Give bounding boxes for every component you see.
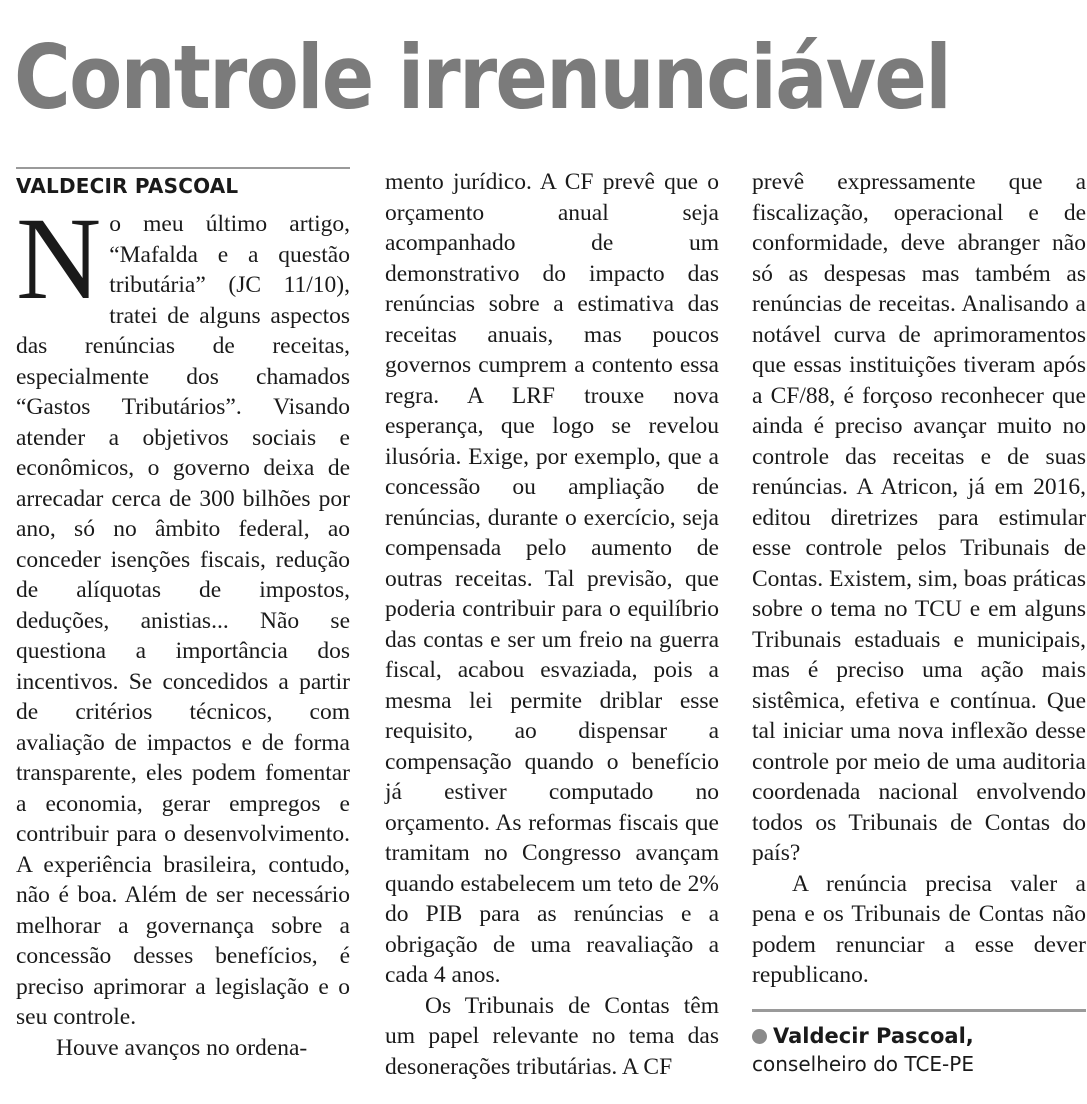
column-2: [385, 167, 719, 1082]
paragraph-1-text: o meu último artigo, “Mafalda e a questão tributária” (JC 11/10), tratei de alguns aspectos das renúncias de receitas, especialmente dos chamados “Gastos Tributários”. Visando atender a objetivos sociais e econômicos, o governo deixa de arrecadar cerca de 300 bilhões por ano, só no âmbito federal, ao conceder isenções fiscais, redução de alíquotas de impostos, deduções, anistias... Não se questiona a importância dos incentivos. Se concedidos a partir de critérios técnicos, com avaliação de impactos e de forma transparente, eles podem fomentar a economia, gerar empregos e contribuir para o desenvolvimento. A experiência brasileira, contudo, não é boa. Além de ser necessário melhorar a governança sobre a concessão desses benefícios, é preciso aprimorar a legislação e o seu controle.: [16, 211, 350, 1030]
author-byline: VALDECIR PASCOAL: [16, 174, 239, 198]
bullet-icon: [752, 1029, 767, 1044]
signature-role: conselheiro do TCE-PE: [752, 1051, 974, 1076]
byline-rule: [16, 167, 350, 169]
headline: Controle irrenunciável: [14, 26, 950, 129]
signature-name: Valdecir Pascoal,: [773, 1023, 974, 1048]
column-3: [752, 167, 1086, 1078]
paragraph-2-continued: mento jurídico. A CF prevê que o orçamento anual seja acompanhado de um demonstrativo do impacto das renúncias sobre a estimativa das receitas anuais, mas poucos governos cumprem a contento essa regra. A LRF trouxe nova esperança, que logo se revelou ilusória. Exige, por exemplo, que a concessão ou ampliação de renúncias, durante o exercício, seja compensada pelo aumento de outras receitas. Tal previsão, que poderia contribuir para o equilíbrio das contas e ser um freio na guerra fiscal, acabou esvaziada, pois a mesma lei permite driblar esse requisito, ao dispensar a compensação quando o benefício já estiver computado no orçamento. As reformas fiscais que tramitam no Congresso avançam quando estabelecem um teto de 2% do PIB para as renúncias e a obrigação de uma reavaliação a cada 4 anos.: [385, 169, 719, 988]
paragraph-2-start: Houve avanços no ordena-: [56, 1034, 308, 1061]
paragraph-3-continued: prevê expressamente que a fiscalização, operacional e de conformidade, deve abranger não só as despesas mas também as renúncias de receitas. Analisando a notável curva de aprimoramentos que essas instituições tiveram após a CF/88, é forçoso reconhecer que ainda é preciso avançar muito no controle das receitas e de suas renúncias. A Atricon, já em 2016, editou diretrizes para estimular esse controle pelos Tribunais de Contas. Existem, sim, boas práticas sobre o tema no TCU e em alguns Tribunais estaduais e municipais, mas é preciso uma ação mais sistêmica, efetiva e contínua. Que tal iniciar uma nova inflexão desse controle por meio de uma auditoria coordenada nacional envolvendo todos os Tribunais de Contas do país?: [752, 169, 1086, 866]
signature-name-line: [752, 1022, 1086, 1050]
paragraph-3-start: Os Tribunais de Contas têm um papel relevante no tema das desonerações tributárias. A CF: [385, 992, 719, 1080]
paragraph-4: A renúncia precisa valer a pena e os Tribunais de Contas não podem renunciar a esse dever republicano.: [752, 870, 1086, 988]
paragraph-1: [16, 193, 350, 1033]
drop-cap: N: [16, 193, 102, 324]
signature-rule: [752, 1009, 1086, 1012]
column-1: [16, 167, 350, 1063]
